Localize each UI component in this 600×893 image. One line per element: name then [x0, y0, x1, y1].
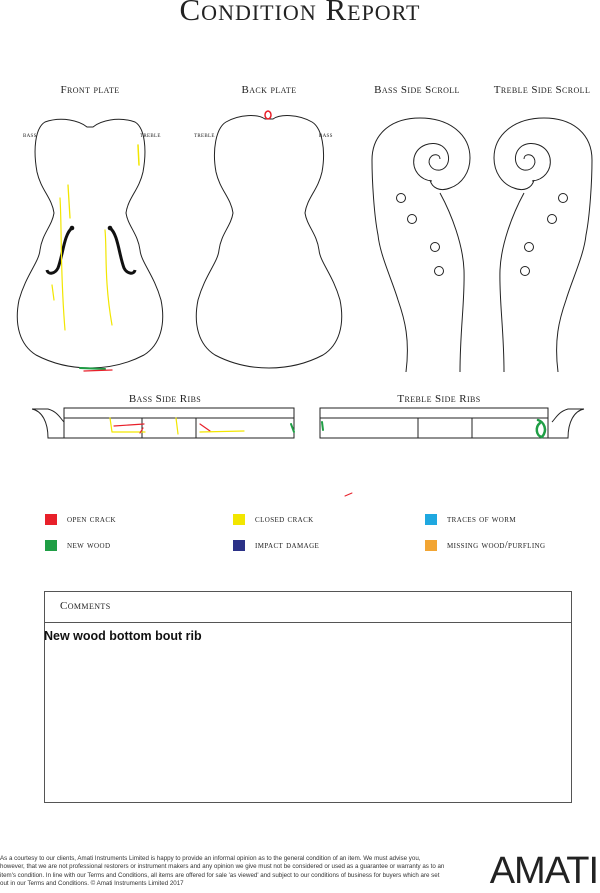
new-wood-mark: [322, 422, 323, 430]
treble-ribs-frame: [320, 408, 548, 438]
open-crack-mark: [84, 370, 112, 371]
new-wood-mark: [80, 368, 105, 369]
legend-swatch-impact-damage: [233, 540, 245, 551]
closed-crack-mark: [105, 230, 112, 325]
legend-swatch-traces-of-worm: [425, 514, 437, 525]
closed-crack-mark: [52, 285, 54, 300]
back-plate-label: Back plate: [241, 84, 297, 96]
report-title: Condition Report: [179, 0, 421, 27]
treble-scroll-outline: [494, 118, 592, 372]
legend-swatch-new-wood: [45, 540, 57, 551]
bass-side-ribs-label: Bass Side Ribs: [128, 393, 202, 405]
legend-label-traces-of-worm: traces of worm: [447, 514, 516, 525]
closed-crack-mark: [138, 145, 139, 165]
legend-swatch-missing-wood: [425, 540, 437, 551]
comments-heading: Comments: [60, 600, 111, 612]
bass-side-scroll-label: Bass Side Scroll: [374, 84, 460, 96]
comments-text[interactable]: New wood bottom bout rib: [44, 629, 202, 643]
front-f-hole-right: [110, 228, 135, 273]
closed-crack-mark: [200, 431, 244, 432]
legend-swatch-closed-crack: [233, 514, 245, 525]
front-bass-label: bass: [23, 131, 37, 139]
front-plate-outline: [17, 119, 162, 368]
bass-scroll-spiral: [414, 143, 449, 181]
legend-label-open-crack: open crack: [67, 514, 116, 525]
treble-side-scroll-label: Treble Side Scroll: [493, 84, 591, 96]
brand-logo: AMATI: [489, 850, 598, 892]
legend-label-closed-crack: closed crack: [255, 514, 314, 525]
bass-ribs-frame: [64, 408, 294, 438]
new-wood-mark: [537, 420, 545, 437]
legend-label-new-wood: new wood: [67, 540, 111, 551]
open-crack-mark: [345, 493, 352, 496]
bass-scroll-outline: [372, 118, 470, 372]
back-plate-outline: [196, 116, 341, 368]
comments-box[interactable]: [44, 591, 572, 803]
treble-ribs-end: [548, 409, 584, 438]
bass-ribs-end: [32, 409, 64, 438]
open-crack-mark: [265, 111, 271, 119]
back-bass-label: bass: [319, 131, 333, 139]
legend-swatch-open-crack: [45, 514, 57, 525]
closed-crack-mark: [68, 185, 70, 218]
treble-scroll-spiral: [515, 143, 550, 181]
front-treble-label: treble: [140, 131, 161, 139]
front-f-hole-left: [47, 228, 72, 273]
legend-label-missing-wood: missing wood/purfling: [447, 540, 546, 551]
treble-side-ribs-label: Treble Side Ribs: [397, 393, 481, 405]
front-plate-label: Front plate: [60, 84, 120, 96]
legend-label-impact-damage: impact damage: [255, 540, 320, 551]
back-treble-label: treble: [194, 131, 215, 139]
footer-disclaimer: As a courtesy to our clients, Amati Instruments Limited is happy to provide an informal opinion as to the general condition of an item. We must advise you, however, that we are not professional restorers or instrument makers and any opinion we give must not be considered or used as a guarantee or warranty as to an item's condition. In line with our Terms and Conditions, all items are offered for sale 'as viewed' and subject to our conditions of business for buyers which are set out in our Terms and Conditions. © Amati Instruments Limited 2017: [0, 855, 445, 887]
comments-header: [45, 592, 571, 623]
